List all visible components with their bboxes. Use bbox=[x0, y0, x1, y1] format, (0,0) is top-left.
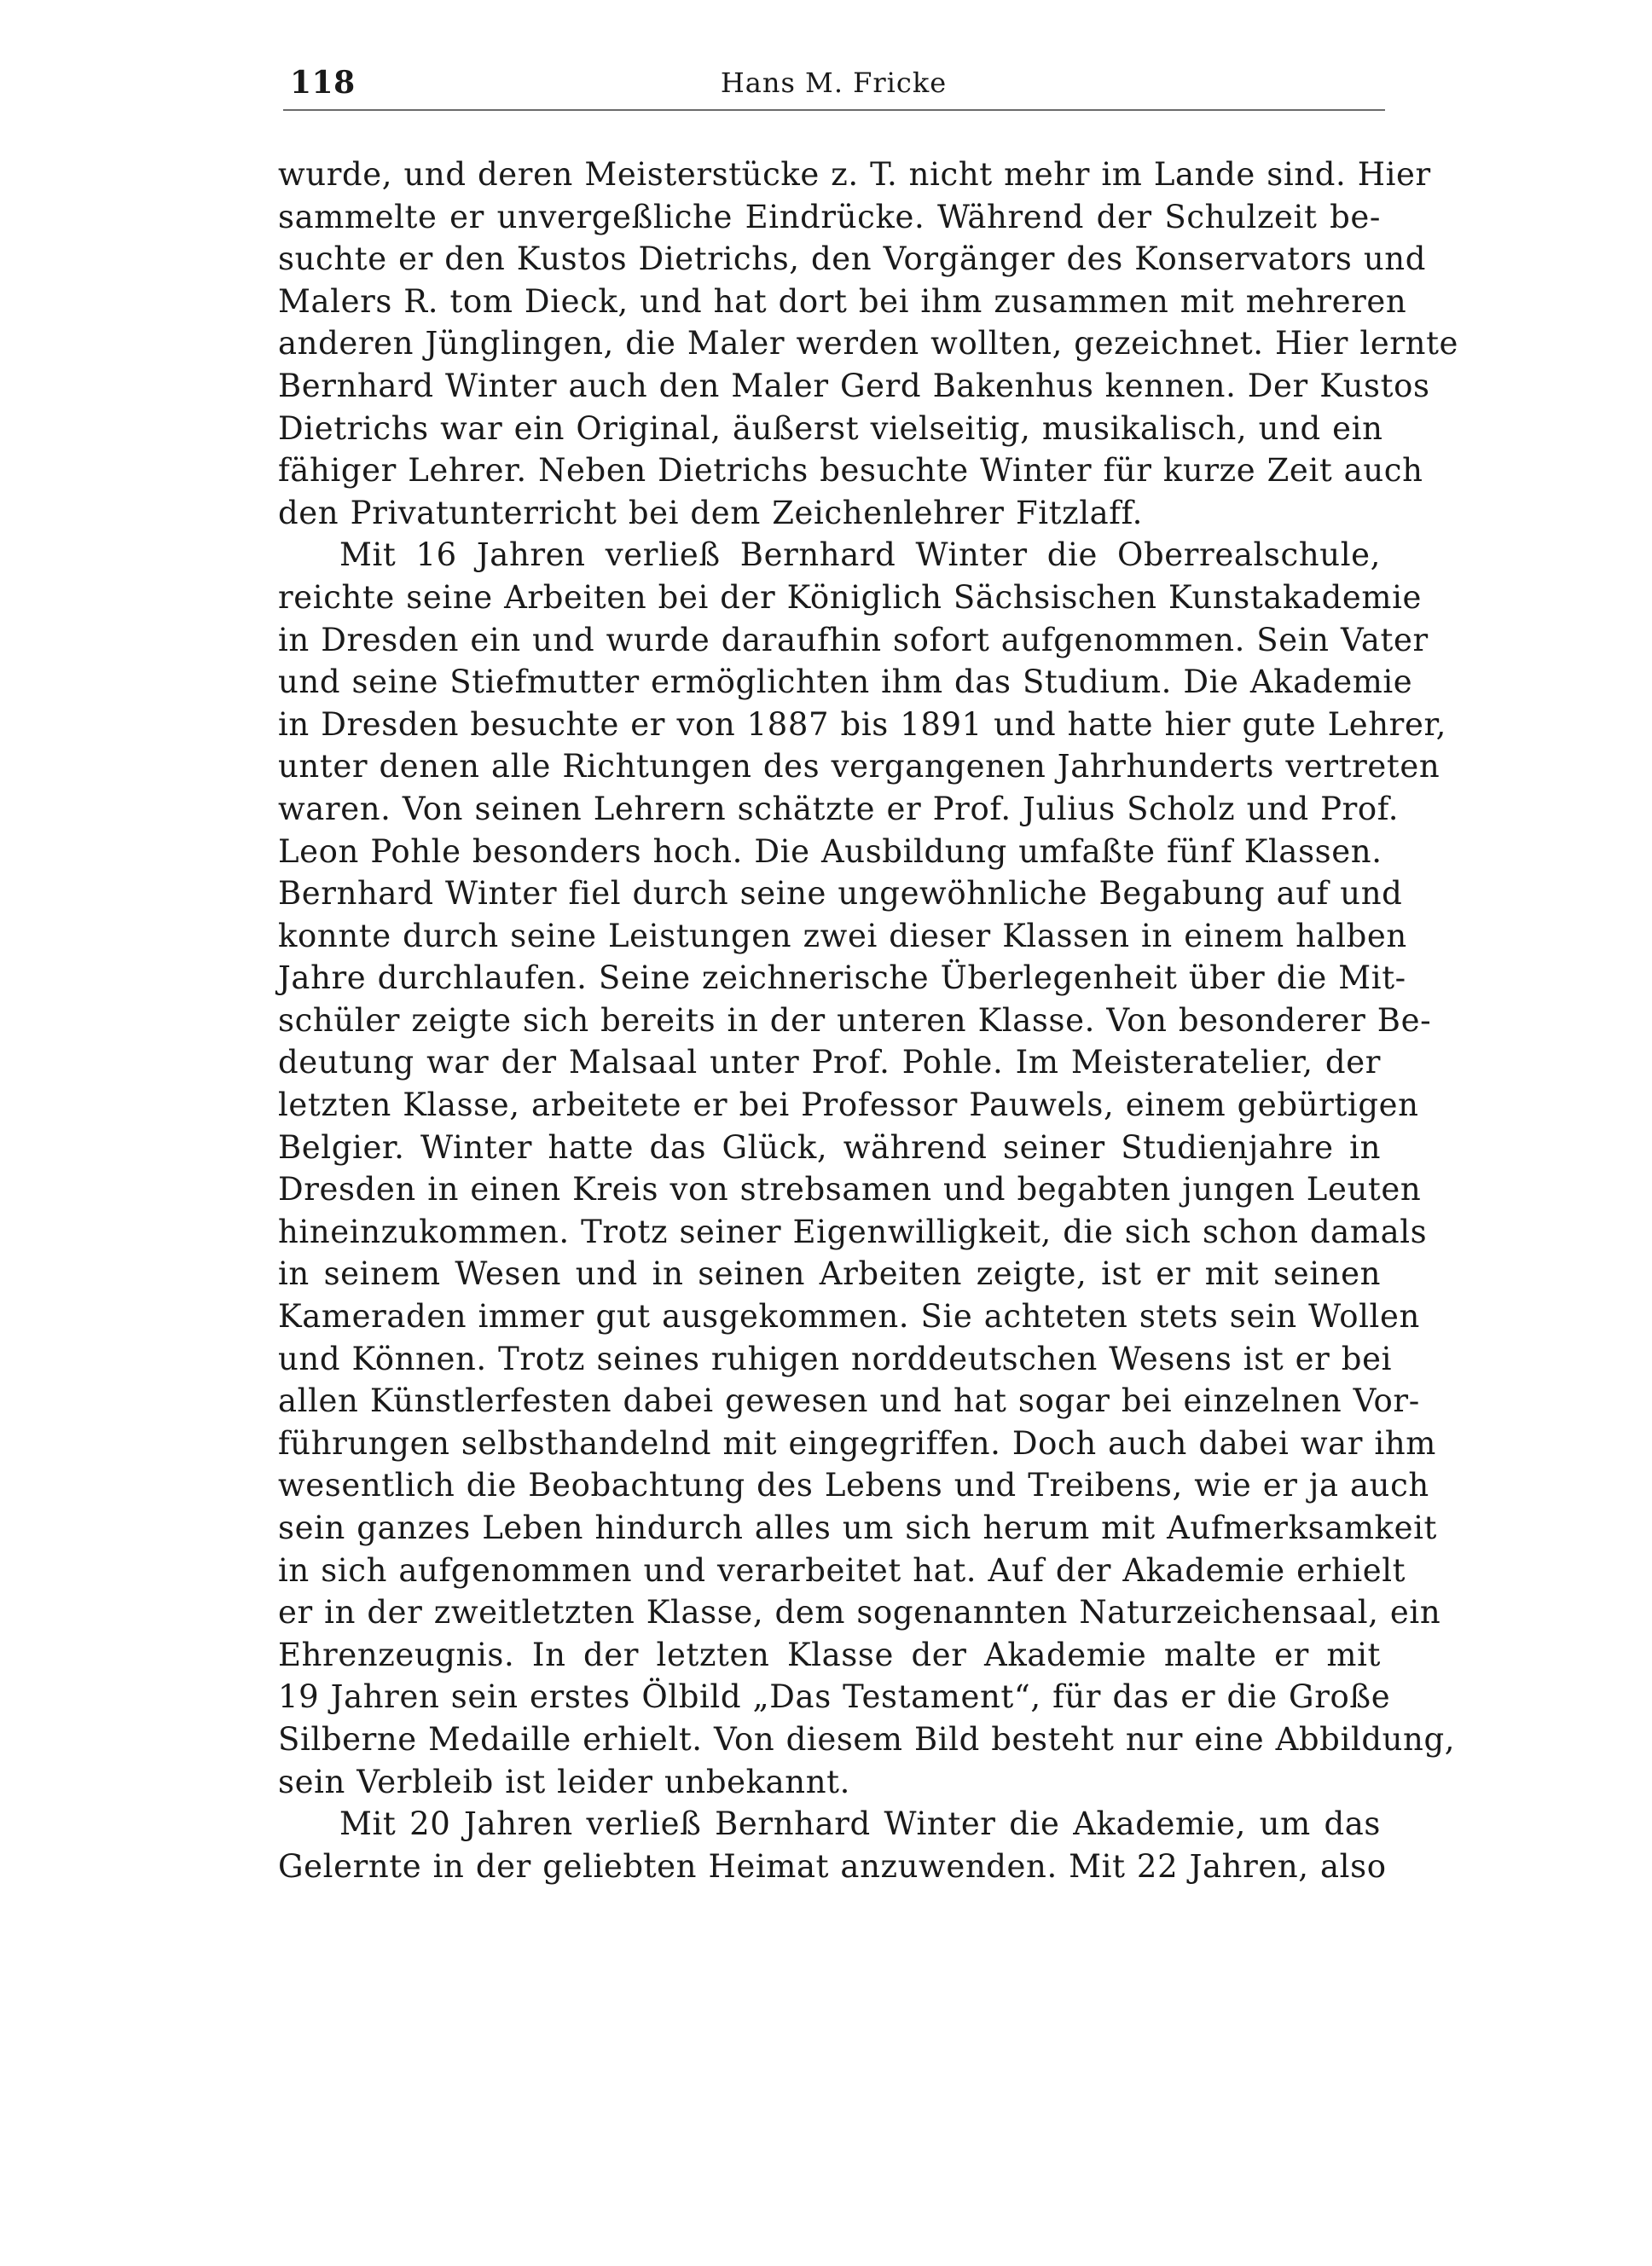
body-text bbox=[278, 154, 1459, 1887]
text-line: unter denen alle Richtungen des vergangenen Jahrhunderts vertreten bbox=[278, 748, 1440, 785]
text-line: Kameraden immer gut ausgekommen. Sie achteten stets sein Wollen bbox=[278, 1298, 1420, 1336]
text-line: und Können. Trotz seines ruhigen norddeutschen Wesens ist er bei bbox=[278, 1340, 1393, 1377]
text-line: führungen selbsthandelnd mit eingegriffen. Doch auch dabei war ihm bbox=[278, 1424, 1436, 1462]
text-line: Leon Pohle besonders hoch. Die Ausbildung umfaßte fünf Klassen. bbox=[278, 832, 1382, 870]
text-line: konnte durch seine Leistungen zwei dieser Klassen in einem halben bbox=[278, 917, 1407, 954]
text-line: 19 Jahren sein erstes Ölbild „Das Testament“, für das er die Große bbox=[278, 1678, 1391, 1716]
text-line: den Privatunterricht bei dem Zeichenlehrer Fitzlaff. bbox=[278, 494, 1143, 531]
text-line: in Dresden besuchte er von 1887 bis 1891 und hatte hier gute Lehrer, bbox=[278, 705, 1447, 743]
text-line: in seinem Wesen und in seinen Arbeiten zeigte, ist er mit seinen bbox=[278, 1255, 1381, 1293]
page-number: 118 bbox=[290, 65, 356, 101]
text-line: Bernhard Winter fiel durch seine ungewöhnliche Begabung auf und bbox=[278, 875, 1403, 913]
text-line: Jahre durchlaufen. Seine zeichnerische Überlegenheit über die Mit- bbox=[278, 959, 1406, 997]
text-line: wurde, und deren Meisterstücke z. T. nicht mehr im Lande sind. Hier bbox=[278, 156, 1431, 193]
running-head bbox=[290, 58, 1377, 109]
text-line: schüler zeigte sich bereits in der unteren Klasse. Von besonderer Be- bbox=[278, 1001, 1432, 1039]
text-line: Gelernte in der geliebten Heimat anzuwenden. Mit 22 Jahren, also bbox=[278, 1847, 1387, 1885]
text-line: Malers R. tom Dieck, und hat dort bei ihm zusammen mit mehreren bbox=[278, 282, 1407, 320]
text-line: und seine Stiefmutter ermöglichten ihm das Studium. Die Akademie bbox=[278, 664, 1413, 701]
text-line: reichte seine Arbeiten bei der Königlich Sächsischen Kunstakademie bbox=[278, 578, 1423, 616]
text-line: Mit 20 Jahren verließ Bernhard Winter die Akademie, um das bbox=[339, 1805, 1381, 1843]
text-line: wesentlich die Beobachtung des Lebens und Treibens, wie er ja auch bbox=[278, 1467, 1429, 1504]
text-line: Ehrenzeugnis. In der letzten Klasse der Akademie malte er mit bbox=[278, 1636, 1381, 1673]
text-line: er in der zweitletzten Klasse, dem sogenannten Naturzeichensaal, ein bbox=[278, 1594, 1441, 1631]
text-line: in sich aufgenommen und verarbeitet hat. Auf der Akademie erhielt bbox=[278, 1551, 1406, 1589]
text-line: Belgier. Winter hatte das Glück, während seiner Studienjahre in bbox=[278, 1128, 1381, 1166]
text-line: fähiger Lehrer. Neben Dietrichs besuchte Winter für kurze Zeit auch bbox=[278, 452, 1423, 490]
text-line: in Dresden ein und wurde daraufhin sofort aufgenommen. Sein Vater bbox=[278, 621, 1429, 658]
text-line: suchte er den Kustos Dietrichs, den Vorgänger des Konservators und bbox=[278, 241, 1427, 278]
text-line: Bernhard Winter auch den Maler Gerd Bakenhus kennen. Der Kustos bbox=[278, 367, 1430, 404]
text-line: anderen Jünglingen, die Maler werden wollten, gezeichnet. Hier lernte bbox=[278, 325, 1459, 362]
text-line: Dresden in einen Kreis von strebsamen und begabten jungen Leuten bbox=[278, 1171, 1422, 1208]
text-line: letzten Klasse, arbeitete er bei Professor Pauwels, einem gebürtigen bbox=[278, 1087, 1419, 1124]
text-line: Silberne Medaille erhielt. Von diesem Bild besteht nur eine Abbildung, bbox=[278, 1720, 1456, 1758]
text-line: Dietrichs war ein Original, äußerst vielseitig, musikalisch, und ein bbox=[278, 409, 1383, 447]
text-line: hineinzukommen. Trotz seiner Eigenwilligkeit, die sich schon damals bbox=[278, 1213, 1428, 1250]
text-line: allen Künstlerfesten dabei gewesen und hat sogar bei einzelnen Vor- bbox=[278, 1382, 1420, 1420]
text-line: deutung war der Malsaal unter Prof. Pohle. Im Meisteratelier, der bbox=[278, 1044, 1381, 1081]
running-title: Hans M. Fricke bbox=[720, 67, 948, 99]
text-line: waren. Von seinen Lehrern schätzte er Prof. Julius Scholz und Prof. bbox=[278, 790, 1400, 827]
text-line: sein Verbleib ist leider unbekannt. bbox=[278, 1763, 850, 1800]
text-line: sammelte er unvergeßliche Eindrücke. Während der Schulzeit be- bbox=[278, 198, 1381, 235]
text-line: sein ganzes Leben hindurch alles um sich herum mit Aufmerksamkeit bbox=[278, 1510, 1437, 1546]
header-rule bbox=[283, 109, 1385, 111]
text-line: Mit 16 Jahren verließ Bernhard Winter die Oberrealschule, bbox=[339, 536, 1381, 574]
